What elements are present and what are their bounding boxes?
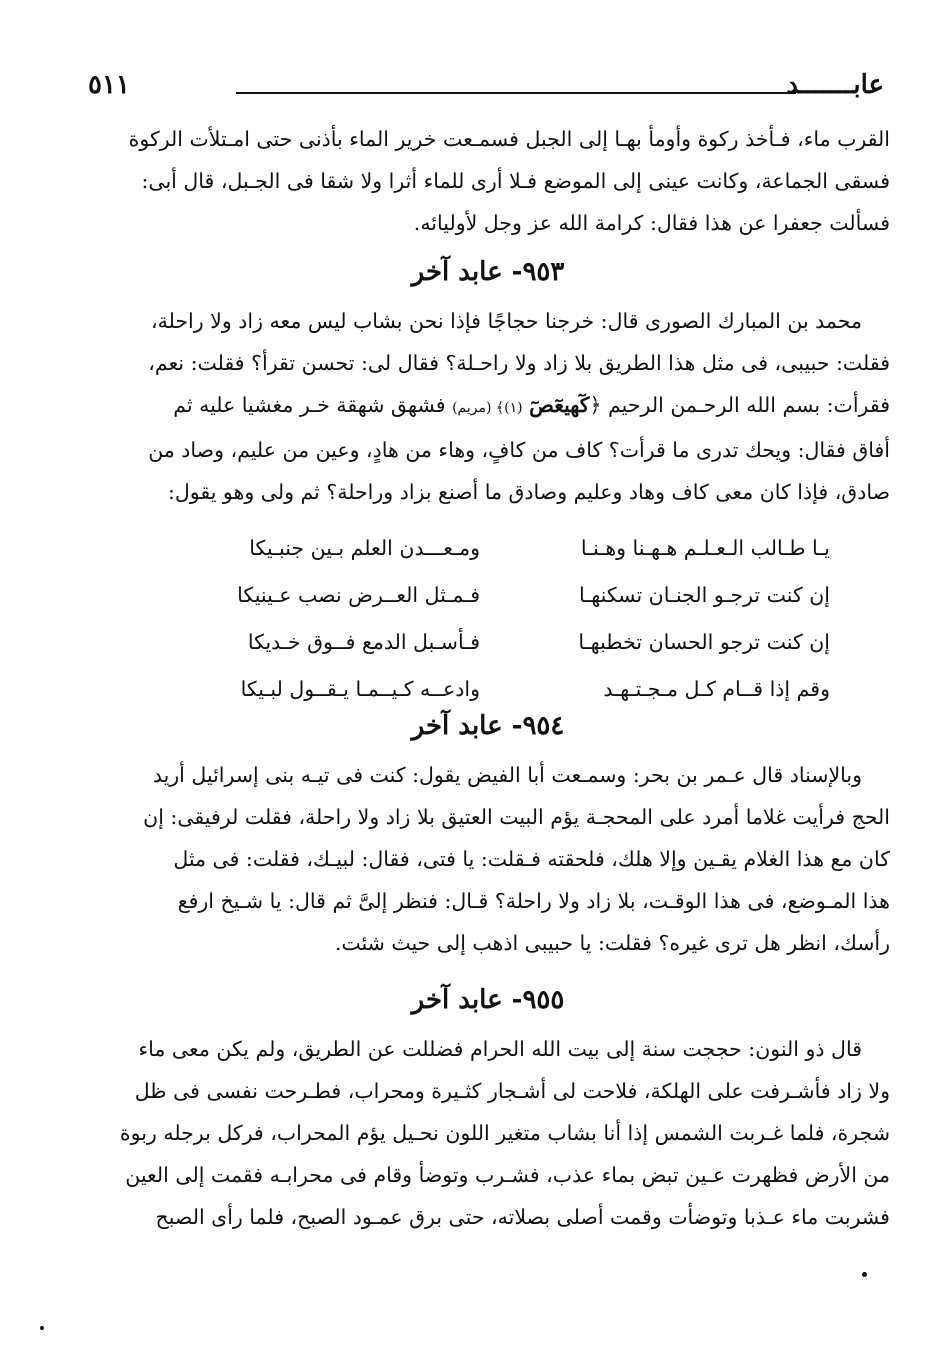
verse-first-hemistich: إن كنت ترجو الحسان تخطبهـا — [578, 630, 830, 654]
text-line: شجرة، فلما غـربت الشمس إذا أنا بشاب متغير اللون نحـيل يؤم المحراب، فركل برجله ربوة — [119, 1121, 890, 1145]
text-line: أفاق فقال: ويحك تدرى ما قرأت؟ كاف من كافٍ، وهاء من هادٍ، وعين من عليم، وصاد من — [148, 438, 890, 462]
text-line: قال ذو النون: حججت سنة إلى بيت الله الحرام فضللت عن الطريق، ولم يكن معى ماء — [138, 1037, 862, 1061]
text-line: صادق، فإذا كان معى كاف وهاد وعليم وصادق ما أصنع بزاد وراحلة؟ ثم ولى وهو يقول: — [167, 480, 890, 504]
section-heading-954: ٩٥٤- عابد آخر — [411, 711, 565, 741]
text-line: هذا المـوضع، فى هذا الوقـت، بلا زاد ولا راحلة؟ قـال: فنظر إلىَّ ثم قال: يا شـيخ ارفع — [177, 889, 890, 913]
poem-verse — [150, 583, 830, 630]
verse-second-hemistich: فـأسـبل الدمع فــوق خـديكا — [247, 630, 480, 654]
text-line: الحج فرأيت غلاما أمرد على المحجـة يؤم البيت العتيق بلا زاد ولا راحلة، فقلت لرفيقى: إن — [143, 805, 890, 829]
text-line: ولا زاد فأشـرفت على الهلكة، فلاحت لى أشـجار كثـيرة ومحراب، فطـرحت نفسى فى ظل — [134, 1079, 890, 1103]
text-line-quran — [86, 384, 890, 429]
poem-verse — [150, 630, 830, 677]
verse-second-hemistich: فـمـثل العــرض نصب عـينيكا — [237, 583, 480, 607]
verse-first-hemistich: إن كنت ترجـو الجنـان تسكنهـا — [578, 583, 830, 607]
text-line: فسألت جعفرا عن هذا فقال: كرامة الله عز وجل لأوليائه. — [413, 211, 890, 235]
text-segment: فقرأت: بسم الله الرحـمن الرحيم ﴿ — [589, 393, 890, 417]
poem — [150, 536, 830, 724]
paragraph-continued — [86, 118, 890, 244]
surah-text: كٓهيعٓصٓ — [529, 393, 590, 417]
paragraph-954 — [86, 754, 890, 964]
ink-speck — [40, 1326, 44, 1330]
section-heading-955: ٩٥٥- عابد آخر — [411, 985, 565, 1015]
paragraph-953 — [86, 300, 890, 513]
text-line: فقلت: حبيبى، فى مثل هذا الطريق بلا زاد ولا راحـلة؟ فقال لى: تحسن تقرأ؟ فقلت: نعم، — [148, 351, 890, 375]
text-line: وبالإسناد قال عـمر بن بحر: وسمـعت أبا الفيض يقول: كنت فى تيـه بنى إسرائيل أريد — [152, 763, 862, 787]
text-line: فشربت ماء عـذبا وتوضأت وقمت أصلى بصلاته، حتى برق عمـود الصبح، فلما رأى الصبح — [155, 1205, 890, 1229]
text-line: كان مع هذا الغلام يقـين وإلا هلك، فلحقته فـقلت: يا فتى، فقال: لبيـك، فقلت: فى مثل — [173, 847, 890, 871]
page-header — [86, 68, 886, 108]
header-rule — [236, 92, 796, 94]
ayah-number: (١) — [504, 400, 523, 416]
page-number: ٥١١ — [88, 70, 130, 100]
verse-second-hemistich: وادعــه كـيــمـا يـقــول لبـيكا — [240, 677, 480, 701]
paragraph-955 — [86, 1028, 890, 1238]
surah-reference: ﴾ (مريم) — [452, 400, 505, 416]
text-segment: فشهق شهقة خـر مغشيا عليه ثم — [173, 393, 446, 417]
verse-second-hemistich: ومـعـــدن العلم بـين جنبـيكا — [249, 536, 480, 560]
text-line: محمد بن المبارك الصورى قال: خرجنا حجاجًا فإذا نحن بشاب ليس معه زاد ولا راحلة، — [150, 309, 862, 333]
verse-first-hemistich: يـا طـالب الـعـلـم هـهـنا وهـنـا — [580, 536, 830, 560]
poem-verse — [150, 536, 830, 583]
running-head: عابـــــــد — [786, 70, 884, 100]
text-line: القرب ماء، فـأخذ ركوة وأومأ بهـا إلى الجبل فسمـعت خرير الماء بأذنى حتى امـتلأت الركوة — [128, 127, 890, 151]
text-line: رأسك، انظر هل ترى غيره؟ فقلت: يا حبيبى اذهب إلى حيث شئت. — [334, 931, 890, 955]
verse-first-hemistich: وقم إذا قــام كـل مـجـتـهـد — [603, 677, 830, 701]
section-heading-953: ٩٥٣- عابد آخر — [411, 257, 565, 287]
text-line: فسقى الجماعة، وكانت عينى إلى الموضع فـلا أرى للماء أثرا ولا شقا فى الجـبل، قال أبى: — [141, 169, 890, 193]
ink-speck — [862, 1272, 867, 1277]
text-line: من الأرض فظهرت عـين تبض بماء عذب، فشـرب وتوضأ وقام فى محرابـه فقمت إلى العين — [125, 1163, 890, 1187]
